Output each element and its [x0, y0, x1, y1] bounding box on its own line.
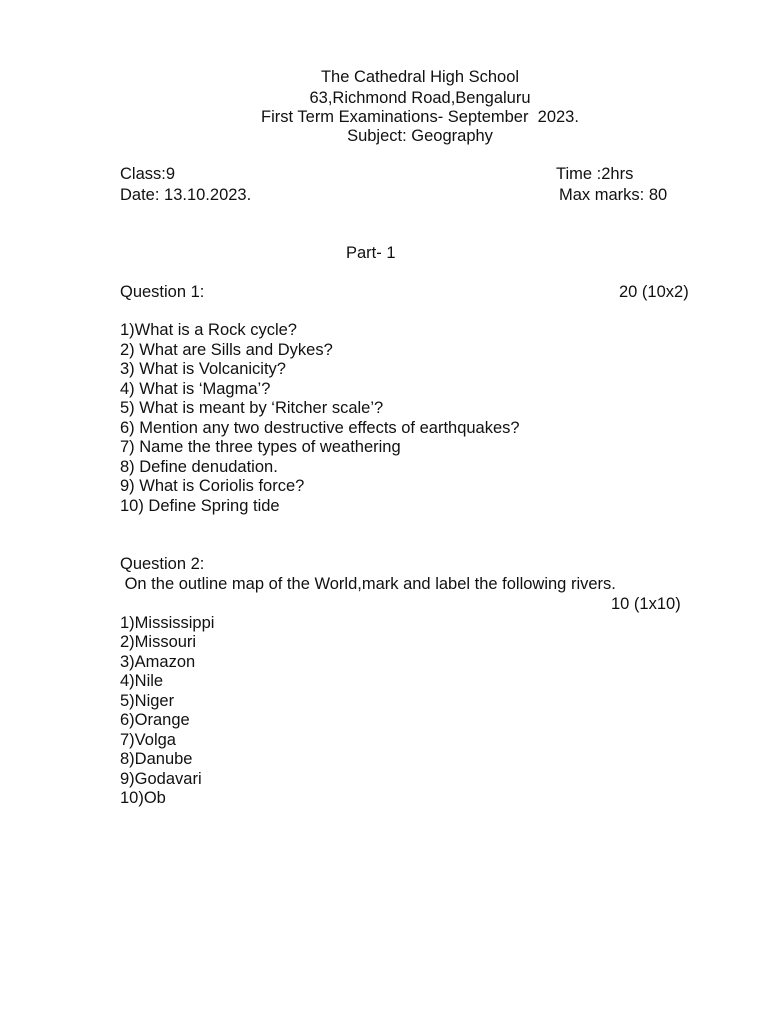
river-item: 4)Nile	[120, 672, 164, 690]
river-item: 2)Missouri	[120, 633, 197, 651]
time-info: Time :2hrs	[556, 165, 634, 183]
question-1-item: 1)What is a Rock cycle?	[120, 321, 297, 339]
question-2-instruction: On the outline map of the World,mark and label the following rivers.	[120, 575, 616, 593]
school-name: The Cathedral High School	[320, 68, 520, 86]
question-1-item: 8) Define denudation.	[120, 458, 278, 476]
question-1-item: 7) Name the three types of weathering	[120, 438, 401, 456]
river-item: 6)Orange	[120, 711, 190, 729]
question-1-marks: 20 (10x2)	[619, 283, 689, 301]
question-1-label: Question 1:	[120, 283, 205, 301]
exam-title: First Term Examinations- September 2023.	[261, 108, 579, 126]
question-1-item: 10) Define Spring tide	[120, 497, 280, 515]
max-marks-info: Max marks: 80	[559, 186, 668, 204]
question-1-item: 6) Mention any two destructive effects of earthquakes?	[120, 419, 520, 437]
question-1-item: 3) What is Volcanicity?	[120, 360, 286, 378]
question-1-item: 4) What is ‘Magma’?	[120, 380, 271, 398]
school-address: 63,Richmond Road,Bengaluru	[309, 89, 531, 107]
class-info: Class:9	[120, 165, 176, 183]
river-item: 1)Mississippi	[120, 614, 215, 632]
river-item: 5)Niger	[120, 692, 175, 710]
river-item: 10)Ob	[120, 789, 166, 807]
river-item: 9)Godavari	[120, 770, 202, 788]
subject-line: Subject: Geography	[347, 127, 493, 145]
question-1-item: 9) What is Coriolis force?	[120, 477, 305, 495]
date-info: Date: 13.10.2023.	[120, 186, 252, 204]
question-1-item: 2) What are Sills and Dykes?	[120, 341, 333, 359]
part-title: Part- 1	[346, 244, 396, 262]
river-item: 7)Volga	[120, 731, 176, 749]
river-item: 8)Danube	[120, 750, 193, 768]
question-2-marks: 10 (1x10)	[611, 595, 681, 613]
question-2-label: Question 2:	[120, 555, 205, 573]
question-1-item: 5) What is meant by ‘Ritcher scale’?	[120, 399, 384, 417]
river-item: 3)Amazon	[120, 653, 196, 671]
